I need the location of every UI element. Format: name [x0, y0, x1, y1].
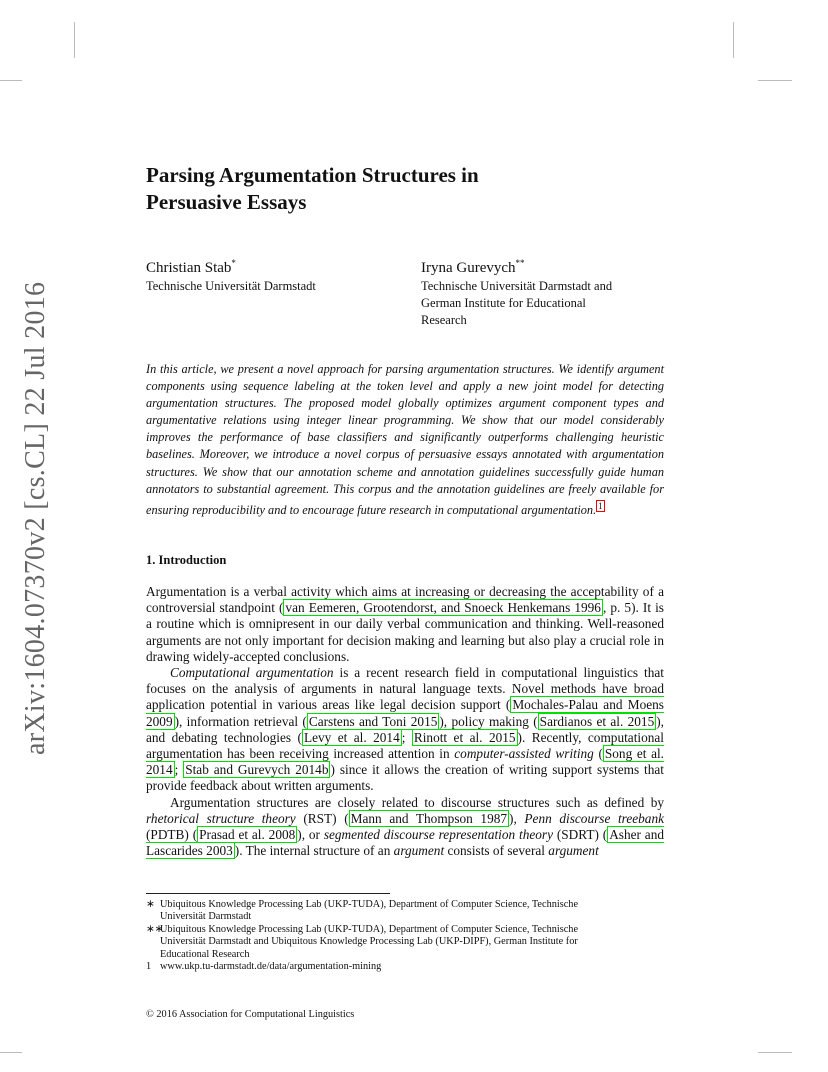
body-paragraph [146, 795, 664, 860]
footnotes [146, 899, 664, 973]
footnote [146, 924, 664, 961]
citation-link[interactable]: van Eemeren, Grootendorst, and Snoeck Henkemans 1996 [285, 600, 601, 616]
author-name: Iryna Gurevych** [421, 258, 525, 276]
author-mark: * [231, 258, 236, 268]
footnote-line: Universität Darmstadt and Ubiquitous Knowledge Processing Lab (UKP-DIPF), German Institute for [160, 936, 578, 948]
body-text-run: , p. 5). It is a routine which is omnipresent in our daily verbal communication and thinking. Well-reasoned arguments are not only important for decision making and learning but also play a crucial role in drawing widely-accepted conclusions. [146, 600, 664, 664]
arxiv-stamp: arXiv:1604.07370v2 [cs.CL] 22 Jul 2016 [20, 281, 51, 755]
body-text-run: ; [174, 762, 184, 778]
footnote-text [160, 961, 381, 973]
author-affiliation: Research [421, 313, 467, 327]
emphasis-text: segmented discourse representation theory [323, 827, 553, 843]
footnote-mark: ∗∗ [146, 923, 164, 935]
citation-link[interactable]: Carstens and Toni 2015 [308, 713, 438, 729]
crop-mark [733, 22, 734, 58]
body-text-run: ), information retrieval ( [174, 713, 307, 729]
body-text-run: ), or [297, 827, 324, 843]
author-name: Christian Stab* [146, 258, 236, 276]
body-text-run: ( [593, 746, 603, 762]
author-affiliation: German Institute for Educational [421, 296, 586, 310]
copyright-notice: © 2016 Association for Computational Linguistics [146, 1009, 355, 1020]
emphasis-text: Penn discourse treebank [524, 810, 665, 826]
citation-link[interactable]: Prasad et al. 2008 [199, 827, 296, 843]
section-heading: 1. Introduction [146, 553, 227, 567]
footnote-line: www.ukp.tu-darmstadt.de/data/argumentation-mining [160, 961, 382, 973]
author-mark: ** [515, 258, 525, 268]
author-affiliation: Technische Universität Darmstadt [146, 279, 316, 293]
body-text-run: (PDTB) ( [146, 827, 198, 843]
body-text-run: is a recent research field in computational linguistics that focuses on the analysis of arguments in natural language texts. Novel methods have broad application potential in various areas like legal decision support ( [146, 665, 664, 713]
title-line: Persuasive Essays [146, 190, 307, 214]
footnote-link[interactable]: 1 [598, 500, 603, 511]
citation-link[interactable]: Stab and Gurevych 2014b [185, 762, 329, 778]
body-text-run: ). The internal structure of an [234, 843, 394, 859]
author-block [146, 253, 316, 295]
body-text-run: ) since it allows the creation of writing support systems that provide feedback about written arguments. [146, 762, 664, 794]
citation-link[interactable]: Levy et al. 2014 [303, 729, 400, 745]
emphasis-text: Computational argumentation [170, 665, 334, 681]
abstract-text: In this article, we present a novel approach for parsing argumentation structures. We identify argument components using sequence labeling at the token level and apply a new joint model for detecting argumentation structures. The proposed model globally optimizes argument component types and argumentative relations using integer linear programming. We show that our model considerably improves the performance of base classifiers and significantly outperforms challenging heuristic baselines. Moreover, we introduce a novel corpus of persuasive essays annotated with argumentation structures. We show that our annotation scheme and annotation guidelines successfully guide human annotators to substantial agreement. This corpus and the annotation guidelines are freely available for ensuring reproducibility and to encourage future research in computational argumentation. [146, 362, 664, 517]
citation-link[interactable]: Mochales-Palau and Moens 2009 [146, 697, 664, 729]
emphasis-text: argument [548, 843, 599, 859]
author-block [421, 253, 612, 329]
citation-link[interactable]: Mann and Thompson 1987 [350, 810, 508, 826]
footnote-text [160, 899, 578, 924]
body-text-run: ). Recently, computational argumentation has been receiving increased attention in [146, 729, 664, 762]
citation-link[interactable]: Song et al. 2014 [146, 746, 664, 778]
footnote [146, 899, 664, 924]
citation-link[interactable]: Rinott et al. 2015 [413, 729, 516, 745]
emphasis-text: argument [393, 843, 445, 859]
body-paragraph [146, 665, 664, 795]
footnote-line: Universität Darmstadt [160, 911, 252, 923]
footnote-line: Ubiquitous Knowledge Processing Lab (UKP-TUDA), Department of Computer Science, Technische [160, 923, 579, 935]
footnote-mark: 1 [146, 961, 152, 973]
crop-mark [758, 1052, 792, 1053]
emphasis-text: rhetorical structure theory [146, 810, 296, 826]
author-affiliation: Technische Universität Darmstadt and [421, 279, 613, 293]
crop-mark [74, 22, 75, 58]
body-text-run: (SDRT) ( [553, 827, 608, 843]
body-paragraph [146, 584, 664, 665]
body-text-run: ), and debating technologies ( [146, 713, 664, 745]
body-text-run: ; [401, 729, 412, 745]
crop-mark [0, 80, 22, 81]
crop-mark [0, 1052, 22, 1053]
footnote [146, 961, 664, 973]
citation-link[interactable]: Asher and Lascarides 2003 [146, 827, 664, 859]
citation-link[interactable]: Sardianos et al. 2015 [539, 713, 655, 729]
crop-mark [758, 80, 792, 81]
body-text [146, 584, 664, 859]
body-text-run: Argumentation is a verbal activity which aims at increasing or decreasing the acceptability of a controversial standpoint ( [146, 584, 664, 616]
paper-title [146, 162, 606, 216]
body-text-run: consists of several [444, 843, 549, 859]
body-text-run: ), [509, 810, 525, 826]
footnote-line: Ubiquitous Knowledge Processing Lab (UKP-TUDA), Department of Computer Science, Technische [160, 899, 579, 910]
abstract [146, 361, 664, 519]
footnote-rule [146, 893, 390, 894]
footnote-mark: ∗ [146, 899, 155, 910]
emphasis-text: computer-assisted writing [454, 746, 594, 762]
body-text-run: ), policy making ( [439, 713, 538, 729]
footnote-text [160, 924, 578, 961]
body-text-run: (RST) ( [295, 810, 349, 826]
footnote-line: Educational Research [160, 948, 250, 960]
title-line: Parsing Argumentation Structures in [146, 163, 479, 187]
body-text-run: Argumentation structures are closely related to discourse structures such as defined by [170, 794, 664, 810]
